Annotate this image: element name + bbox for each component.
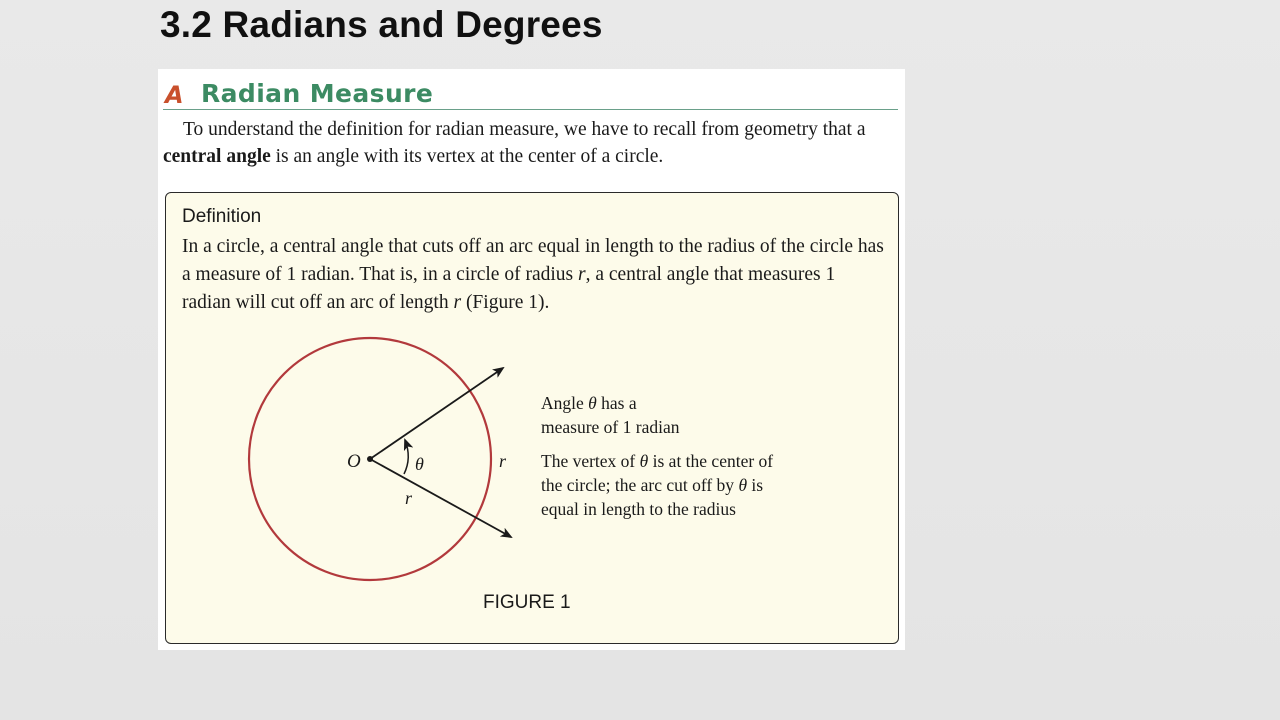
intro-text-2: is an angle with its vertex at the center of a circle. [270,146,664,167]
angle-arc-arrow [404,440,408,474]
caption-vertex [541,449,841,521]
caption-1-line-1: Angle θ has a [541,393,637,413]
theta-label: θ [415,454,424,474]
definition-title: Definition [182,206,262,227]
definition-var-r: r [578,264,586,285]
arc-length-label-r: r [499,451,507,471]
center-point [367,456,373,462]
definition-text-3: (Figure 1). [461,292,550,313]
radius-label-r: r [405,488,413,508]
caption-2-line-3: equal in length to the radius [541,499,736,519]
caption-1-line-2: measure of 1 radian [541,417,680,437]
caption-2-line-2: the circle; the arc cut off by θ is [541,475,764,495]
caption-2-line-1: The vertex of θ is at the center of [541,451,774,471]
figure-label: FIGURE 1 [483,592,571,613]
center-label-o: O [347,451,361,472]
intro-text-1: To understand the definition for radian measure, we have to recall from geometry that a [183,119,866,140]
definition-text-1: In a circle, a central angle that cuts off an arc equal in length to the radius of the circle has a measure of 1 radian. That is, in a circle of radius [182,236,884,285]
section-title: Radian Measure [201,79,434,108]
definition-text-2: , a central angle that measures 1 radian will cut off an arc of length [182,264,836,313]
definition-var-r-2: r [453,292,462,313]
caption-angle-measure [541,391,841,439]
slide-title: 3.2 Radians and Degrees [160,4,603,45]
section-letter: A [165,81,184,109]
intro-bold-term: central angle [163,146,271,167]
